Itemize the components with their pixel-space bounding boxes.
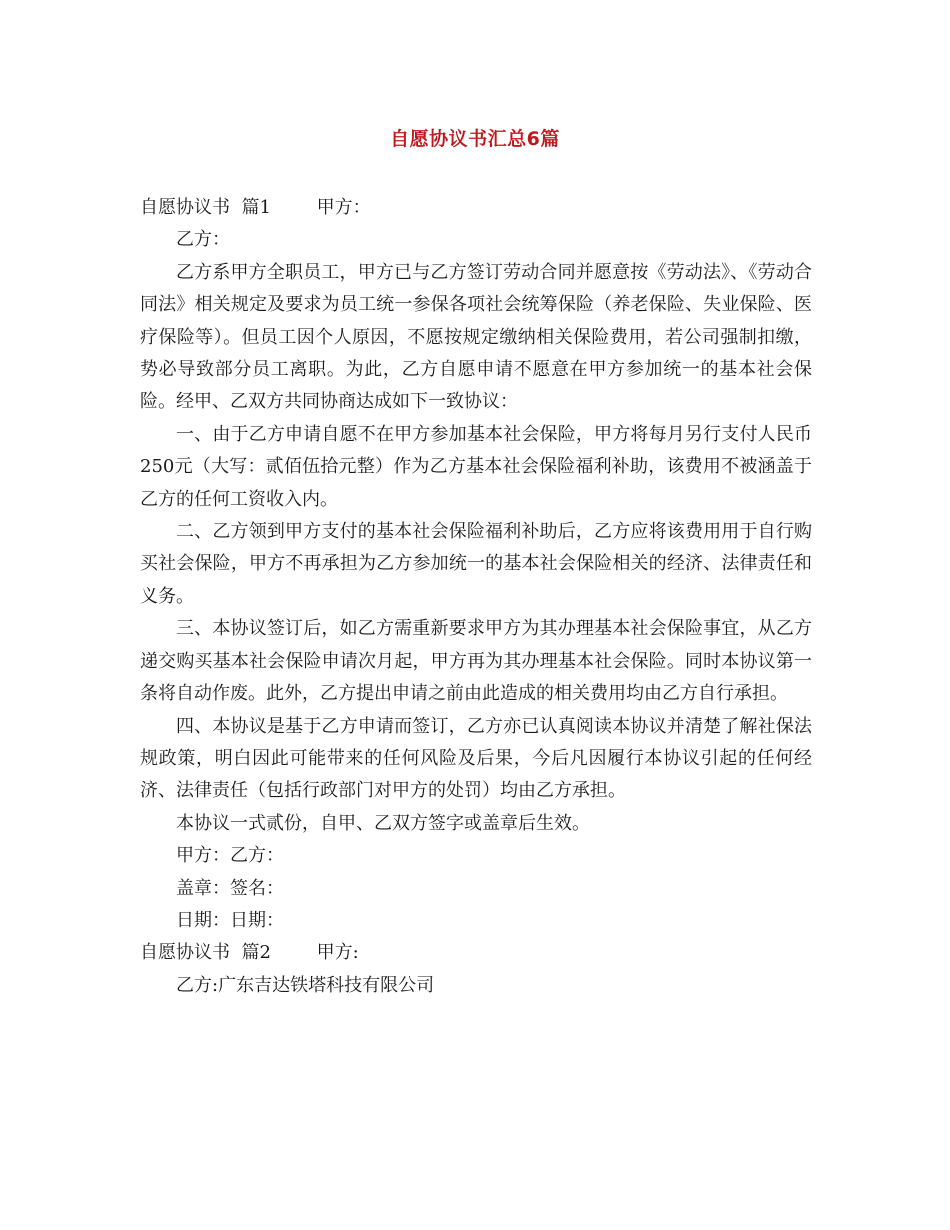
clause-3: 三、本协议签订后，如乙方需重新要求甲方为其办理基本社会保险事宜，从乙方递交购买基本社会保险申请次月起，甲方再为其办理基本社会保险。同时本协议第一条将自动作废。此外，乙方提出申请之前由此造成的相关费用均由乙方自行承担。 <box>140 618 812 705</box>
clause-1: 一、由于乙方申请自愿不在甲方参加基本社会保险，甲方将每月另行支付人民币250元（大写：贰佰伍拾元整）作为乙方基本社会保险福利补助，该费用不被涵盖于乙方的任何工资收入内。 <box>140 423 812 510</box>
signature-seal-line: 盖章：签名： <box>176 877 284 899</box>
section-2-heading: 自愿协议书 篇2 甲方: <box>140 942 359 964</box>
signature-party-line: 甲方：乙方： <box>176 845 284 867</box>
signature-date-line: 日期：日期： <box>176 909 284 931</box>
clause-4: 四、本协议是基于乙方申请而签订，乙方亦已认真阅读本协议并清楚了解社保法规政策，明白因此可能带来的任何风险及后果，今后凡因履行本协议引起的任何经济、法律责任（包括行政部门对甲方的处罚）均由乙方承担。 <box>140 715 812 802</box>
clause-2: 二、乙方领到甲方支付的基本社会保险福利补助后，乙方应将该费用用于自行购买社会保险，甲方不再承担为乙方参加统一的基本社会保险相关的经济、法律责任和义务。 <box>140 521 812 607</box>
section-2-party-b: 乙方:广东吉达铁塔科技有限公司 <box>176 974 435 996</box>
section-1-preamble: 乙方系甲方全职员工，甲方已与乙方签订劳动合同并愿意按《劳动法》、《劳动合同法》相关规定及要求为员工统一参保各项社会统筹保险（养老保险、失业保险、医疗保险等）。但员工因个人原因，不愿按规定缴纳相关保险费用，若公司强制扣缴，势必导致部分员工离职。为此，乙方自愿申请不愿意在甲方参加统一的基本社会保险。经甲、乙双方共同协商达成如下一致协议： <box>140 261 812 413</box>
effectiveness-clause: 本协议一式贰份，自甲、乙双方签字或盖章后生效。 <box>176 812 590 834</box>
document-body <box>140 192 812 1002</box>
section-1-heading: 自愿协议书 篇1 甲方： <box>140 197 371 218</box>
section-1-party-b: 乙方： <box>176 229 230 251</box>
document-title: 自愿协议书汇总6篇 <box>390 128 560 150</box>
